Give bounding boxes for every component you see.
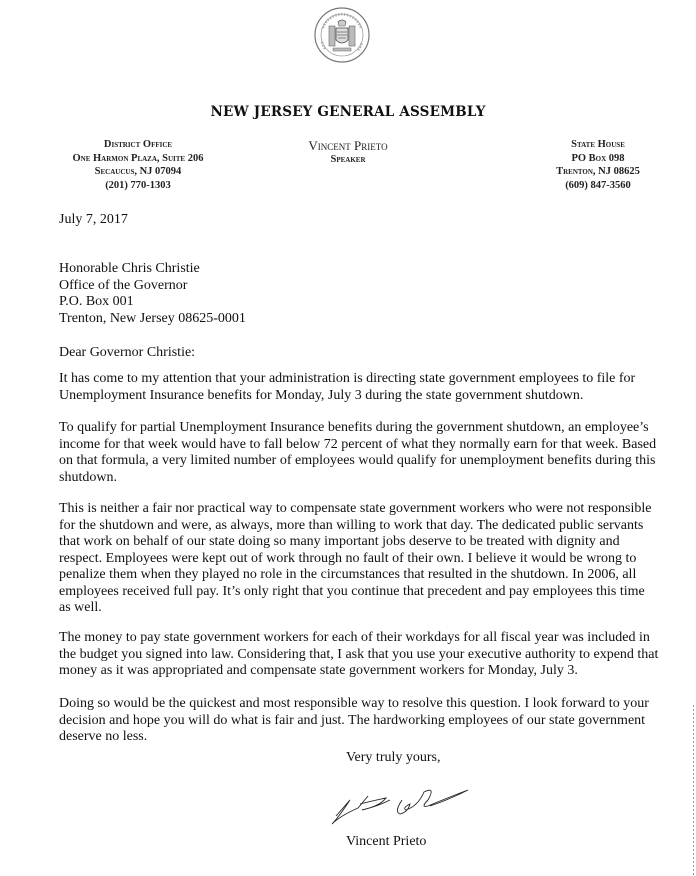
- state-house-phone: (609) 847-3560: [565, 179, 631, 191]
- speaker-block: [248, 138, 448, 167]
- scan-edge-mark: [693, 705, 694, 876]
- body-paragraph-5: [59, 696, 659, 746]
- organization-title: NEW JERSEY GENERAL ASSEMBLY: [210, 104, 486, 120]
- signature-icon: [328, 778, 478, 826]
- recipient-city: Trenton, New Jersey 08625-0001: [59, 310, 246, 326]
- paragraph-text: Doing so would be the quickest and most responsible way to resolve this question. I look forward to your decision and hope you will do what is fair and just. The hardworking employees of our state government deserve no less.: [59, 696, 649, 744]
- district-office-label: District Office: [103, 139, 173, 150]
- recipient-po-box: P.O. Box 001: [59, 294, 134, 309]
- district-office-block: [38, 138, 238, 192]
- body-paragraph-3: [59, 501, 659, 617]
- body-paragraph-2: [59, 420, 659, 486]
- speaker-name: Vincent Prieto: [308, 138, 388, 153]
- body-paragraph-4: [59, 630, 659, 680]
- recipient-office: Office of the Governor: [59, 277, 188, 293]
- state-house-label: State House: [571, 139, 625, 150]
- district-office-street: One Harmon Plaza, Suite 206: [72, 152, 204, 164]
- recipient-address: [59, 261, 659, 327]
- state-seal-icon: [313, 6, 371, 64]
- district-office-phone: (201) 770-1303: [105, 179, 171, 191]
- body-paragraph-1: [59, 371, 659, 404]
- state-house-block: [518, 138, 678, 192]
- closing: Very truly yours,: [346, 750, 441, 765]
- salutation: Dear Governor Christie:: [59, 345, 196, 360]
- state-house-po-box: PO Box 098: [571, 152, 625, 164]
- paragraph-text: To qualify for partial Unemployment Insurance benefits during the government shutdown, an employee’s income for that week would have to fall below 72 percent of what they normally earn for that week. Based on that formula, a very limited number of employees would qualify for unemployment benefits during this shutdown.: [59, 420, 657, 485]
- paragraph-text: This is neither a fair nor practical way to compensate state government workers who were not responsible for the shutdown and were, as always, more than willing to work that day. The dedicated public servants that work on behalf of our state doing so many important jobs deserve to be treated with dignity and respect. Employees were kept out of work through no fault of their own. I believe it would be wrong to penalize them when they played no role in the circumstances that resulted in the shutdown. In 2006, all employees received full pay. It’s only right that you continue that precedent and pay employees this time as well.: [59, 501, 652, 615]
- district-office-city: Secaucus, NJ 07094: [94, 166, 182, 177]
- state-house-city: Trenton, NJ 08625: [556, 166, 640, 177]
- paragraph-text: It has come to my attention that your administration is directing state government employees to file for Unemployment Insurance benefits for Monday, July 3 during the state government shutdown.: [59, 371, 636, 403]
- recipient-name: Honorable Chris Christie: [59, 261, 200, 276]
- letter-date: July 7, 2017: [59, 212, 128, 227]
- paragraph-text: The money to pay state government workers for each of their workdays for all fiscal year was included in the budget you signed into law. Considering that, I ask that you use your executive authority to expend that money as it was appropriated and compensate state government workers for Monday, July 3.: [59, 630, 659, 678]
- speaker-title: Speaker: [330, 154, 366, 165]
- signer-name: Vincent Prieto: [346, 834, 427, 849]
